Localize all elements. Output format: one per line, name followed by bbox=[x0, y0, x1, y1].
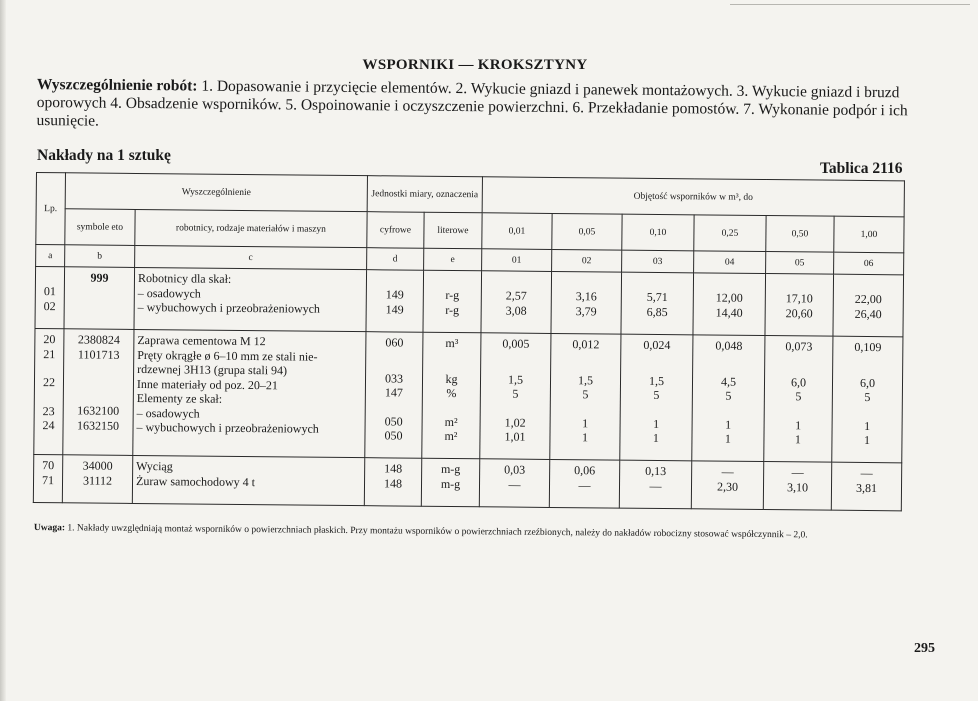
value: 12,00 bbox=[715, 290, 743, 305]
literowe-cell bbox=[422, 332, 481, 459]
value: 0,012 bbox=[572, 337, 600, 352]
index-cell: e bbox=[424, 248, 482, 271]
cyfrowe-value: 060 bbox=[385, 335, 404, 350]
footnote-text: 1. Nakłady uwzględniają montaż wsporników o powierzchniach płaskich. Przy montażu wsporników o powierzchniach rzeźbionych, należy do nakładów robocizny stosować współczynnik – 2,0. bbox=[65, 523, 808, 541]
desc-line: Wyciąg bbox=[136, 458, 173, 474]
value: 1 bbox=[582, 415, 589, 430]
work-description-text: 1. Dopasowanie i przycięcie elementów. 2. Wykucie gniazd i panewek montażowych. 3. Wykucie gniazd i bruzd oporowych 4. Obsadzenie wsporników. 5. Ospoinowanie i oczyszczenie powierzchni. 6. Przekładanie pomostów. 7. Wykonanie podpór i ich usunięcie. bbox=[36, 77, 908, 130]
value-cell bbox=[764, 336, 833, 463]
desc-line: – wybuchowych i przeobrażeniowych bbox=[137, 299, 321, 316]
footnote bbox=[34, 522, 914, 542]
cyfrowe-cell bbox=[366, 270, 424, 333]
value-cell bbox=[619, 460, 691, 509]
index-cell: 04 bbox=[694, 251, 766, 274]
desc-line: Inne materiały od poz. 20–21 bbox=[136, 376, 279, 392]
index-cell: 01 bbox=[482, 249, 552, 272]
index-cell: b bbox=[65, 245, 135, 268]
header-robotnicy: robotnicy, rodzaje materiałów i maszyn bbox=[135, 209, 367, 247]
value: 1 bbox=[725, 417, 732, 432]
literowe-value: m² bbox=[444, 428, 458, 444]
value: 6,0 bbox=[790, 374, 807, 389]
value: — bbox=[791, 465, 804, 480]
value: 3,81 bbox=[855, 480, 878, 495]
value: — bbox=[860, 465, 873, 481]
value: 5 bbox=[512, 386, 519, 401]
lp-value: 20 bbox=[43, 332, 56, 347]
value: 0,13 bbox=[645, 463, 667, 479]
literowe-value: kg bbox=[445, 371, 458, 386]
eto-value: 34000 bbox=[82, 458, 113, 473]
value: 0,06 bbox=[574, 463, 596, 478]
lp-cell bbox=[34, 328, 64, 454]
value: 3,08 bbox=[505, 303, 527, 318]
value: 0,005 bbox=[502, 336, 530, 351]
cyfrowe-value: 149 bbox=[385, 287, 404, 302]
value: 6,85 bbox=[646, 304, 668, 319]
lp-value: 71 bbox=[41, 472, 55, 487]
value: 5 bbox=[725, 388, 732, 403]
literowe-cell bbox=[423, 270, 482, 333]
literowe-value: m-g bbox=[440, 476, 461, 491]
page-title: WSPORNIKI — KROKSZTYNY bbox=[362, 57, 588, 73]
cyfrowe-value: 033 bbox=[384, 370, 404, 386]
eto-value: 1632100 bbox=[77, 403, 120, 418]
value: 1 bbox=[863, 432, 871, 448]
table-number: Tablica 2116 bbox=[820, 160, 903, 177]
cyfrowe-cell bbox=[364, 458, 421, 507]
value: — bbox=[649, 478, 662, 493]
value-cell bbox=[621, 272, 694, 335]
value-cell bbox=[833, 274, 904, 337]
value: 5,71 bbox=[646, 289, 668, 305]
value-cell bbox=[691, 461, 763, 510]
cyfrowe-value: 148 bbox=[383, 475, 403, 491]
value: 1,5 bbox=[648, 373, 665, 388]
desc-cell bbox=[133, 329, 366, 457]
header-objetosc: Objętość wsporników w m³, do bbox=[482, 177, 904, 217]
value: 0,024 bbox=[643, 337, 671, 353]
value: 5 bbox=[653, 387, 660, 402]
value-cell bbox=[765, 274, 834, 337]
eto-cell bbox=[63, 329, 134, 456]
value: — bbox=[721, 464, 734, 479]
cyfrowe-value: 050 bbox=[384, 428, 403, 443]
header-lp: Lp. bbox=[36, 173, 66, 245]
literowe-value: % bbox=[446, 385, 457, 401]
value: — bbox=[578, 477, 591, 492]
index-cell: d bbox=[367, 248, 424, 271]
value: 1,5 bbox=[507, 372, 524, 387]
literowe-value: m³ bbox=[445, 335, 459, 351]
value-cell bbox=[550, 333, 621, 460]
desc-line: Elementy ze skał: bbox=[136, 390, 223, 406]
value: 1 bbox=[794, 432, 802, 447]
value: 0,109 bbox=[854, 339, 882, 355]
index-cell: 05 bbox=[766, 252, 834, 275]
desc-line: Robotnicy dla skał: bbox=[137, 270, 232, 286]
value: 22,00 bbox=[854, 291, 882, 307]
value: 1 bbox=[653, 416, 660, 431]
value-cell bbox=[831, 462, 901, 511]
index-cell: 03 bbox=[622, 250, 694, 273]
value: 0,048 bbox=[715, 338, 743, 353]
page-edge bbox=[0, 0, 6, 701]
header-symbole: symbole eto bbox=[65, 209, 135, 246]
value: 17,10 bbox=[785, 291, 813, 306]
header-volume: 0,05 bbox=[552, 213, 622, 250]
header-volume: 0,50 bbox=[766, 216, 834, 253]
naklady-heading: Nakłady na 1 sztukę bbox=[37, 147, 171, 164]
desc-line: Żuraw samochodowy 4 t bbox=[135, 473, 256, 489]
literowe-value: m-g bbox=[440, 461, 461, 477]
literowe-value: r-g bbox=[445, 302, 460, 317]
value: 1 bbox=[581, 430, 589, 445]
cyfrowe-value: 148 bbox=[384, 461, 403, 476]
top-rule bbox=[730, 4, 970, 5]
lp-cell bbox=[35, 267, 65, 329]
value: 1 bbox=[652, 430, 660, 445]
value: 2,30 bbox=[716, 479, 739, 494]
eto-value: 2380824 bbox=[77, 332, 120, 347]
value: 0,03 bbox=[504, 462, 526, 477]
index-cell: c bbox=[135, 245, 367, 269]
index-cell: 06 bbox=[834, 252, 904, 275]
desc-line: – osadowych bbox=[137, 285, 201, 301]
value: 3,16 bbox=[575, 289, 597, 304]
norm-table bbox=[33, 172, 905, 511]
lp-value: 23 bbox=[42, 403, 55, 418]
value-cell bbox=[763, 461, 831, 510]
header-volume: 0,10 bbox=[622, 214, 694, 251]
eto-value: 999 bbox=[90, 270, 109, 285]
value-cell bbox=[481, 271, 552, 334]
header-volume: 1,00 bbox=[834, 216, 904, 253]
footnote-label: Uwaga: bbox=[33, 522, 66, 534]
value-cell bbox=[551, 271, 622, 334]
value: 1 bbox=[795, 417, 802, 432]
lp-value: 22 bbox=[42, 375, 56, 390]
value-cell bbox=[480, 333, 551, 460]
page-number: 295 bbox=[914, 641, 935, 656]
value: 0,073 bbox=[785, 339, 813, 354]
value-cell bbox=[549, 459, 619, 508]
lp-value: 70 bbox=[42, 458, 55, 473]
lp-value: 21 bbox=[43, 346, 56, 361]
desc-cell bbox=[134, 267, 367, 331]
eto-cell bbox=[62, 455, 132, 504]
literowe-value: m² bbox=[444, 414, 458, 429]
value: 3,79 bbox=[575, 303, 597, 318]
desc-line: Zaprawa cementowa M 12 bbox=[137, 332, 266, 349]
lp-value: 24 bbox=[42, 418, 55, 433]
value-cell bbox=[693, 273, 766, 336]
cyfrowe-value: 147 bbox=[384, 385, 403, 400]
desc-cell bbox=[132, 455, 364, 505]
value: 1,5 bbox=[577, 372, 594, 387]
norm-table-wrapper bbox=[33, 172, 905, 511]
value: 1,02 bbox=[504, 415, 526, 430]
header-volume: 0,01 bbox=[482, 213, 552, 250]
value: 26,40 bbox=[854, 306, 882, 321]
value-cell bbox=[832, 336, 903, 463]
table-row-equipment bbox=[33, 454, 901, 510]
value: 6,0 bbox=[859, 375, 876, 390]
value: 5 bbox=[864, 389, 871, 405]
eto-value: 1101713 bbox=[77, 346, 120, 362]
value-cell bbox=[479, 459, 549, 508]
desc-line: – wybuchowych i przeobrażeniowych bbox=[136, 419, 319, 436]
value: 5 bbox=[582, 387, 589, 402]
desc-line: rdzewnej 3H13 (grupa stali 94) bbox=[137, 361, 288, 378]
value-cell bbox=[692, 335, 765, 462]
eto-value: 1632150 bbox=[77, 417, 120, 433]
literowe-value: r-g bbox=[445, 287, 460, 303]
value: — bbox=[508, 477, 521, 492]
value-cell bbox=[620, 334, 693, 461]
cyfrowe-value: 149 bbox=[385, 301, 404, 317]
value: 4,5 bbox=[720, 374, 737, 389]
header-volume: 0,25 bbox=[694, 215, 766, 252]
header-literowe: literowe bbox=[424, 212, 482, 249]
index-cell: 02 bbox=[552, 249, 622, 272]
lp-cell bbox=[33, 454, 62, 502]
value: 1 bbox=[864, 418, 871, 433]
eto-cell bbox=[64, 267, 135, 330]
index-cell: a bbox=[36, 245, 65, 267]
header-wyszczegolnienie: Wyszczególnienie bbox=[65, 173, 367, 212]
lp-value: 01 bbox=[43, 284, 56, 299]
cyfrowe-value: 050 bbox=[384, 413, 403, 429]
value: 5 bbox=[795, 389, 802, 404]
work-description bbox=[36, 76, 916, 138]
cyfrowe-cell bbox=[365, 332, 423, 459]
literowe-cell bbox=[421, 458, 479, 507]
value: 3,10 bbox=[786, 479, 809, 494]
value: 1,01 bbox=[504, 429, 526, 444]
value: 2,57 bbox=[505, 288, 527, 303]
table-row-labor bbox=[35, 267, 904, 337]
header-jednostki: Jednostki miary, oznaczenia bbox=[367, 176, 482, 213]
value: 14,40 bbox=[715, 305, 743, 320]
table-row-materials bbox=[34, 328, 903, 462]
lp-value: 02 bbox=[43, 298, 56, 313]
eto-value: 31112 bbox=[82, 472, 113, 488]
value: 20,60 bbox=[785, 305, 813, 320]
header-cyfrowe: cyfrowe bbox=[367, 212, 424, 249]
value: 1 bbox=[724, 431, 732, 446]
desc-line: Pręty okrągłe ø 6–10 mm ze stali nie- bbox=[137, 347, 318, 364]
desc-line: – osadowych bbox=[136, 405, 200, 421]
work-description-label: Wyszczególnienie robót: bbox=[36, 76, 198, 95]
